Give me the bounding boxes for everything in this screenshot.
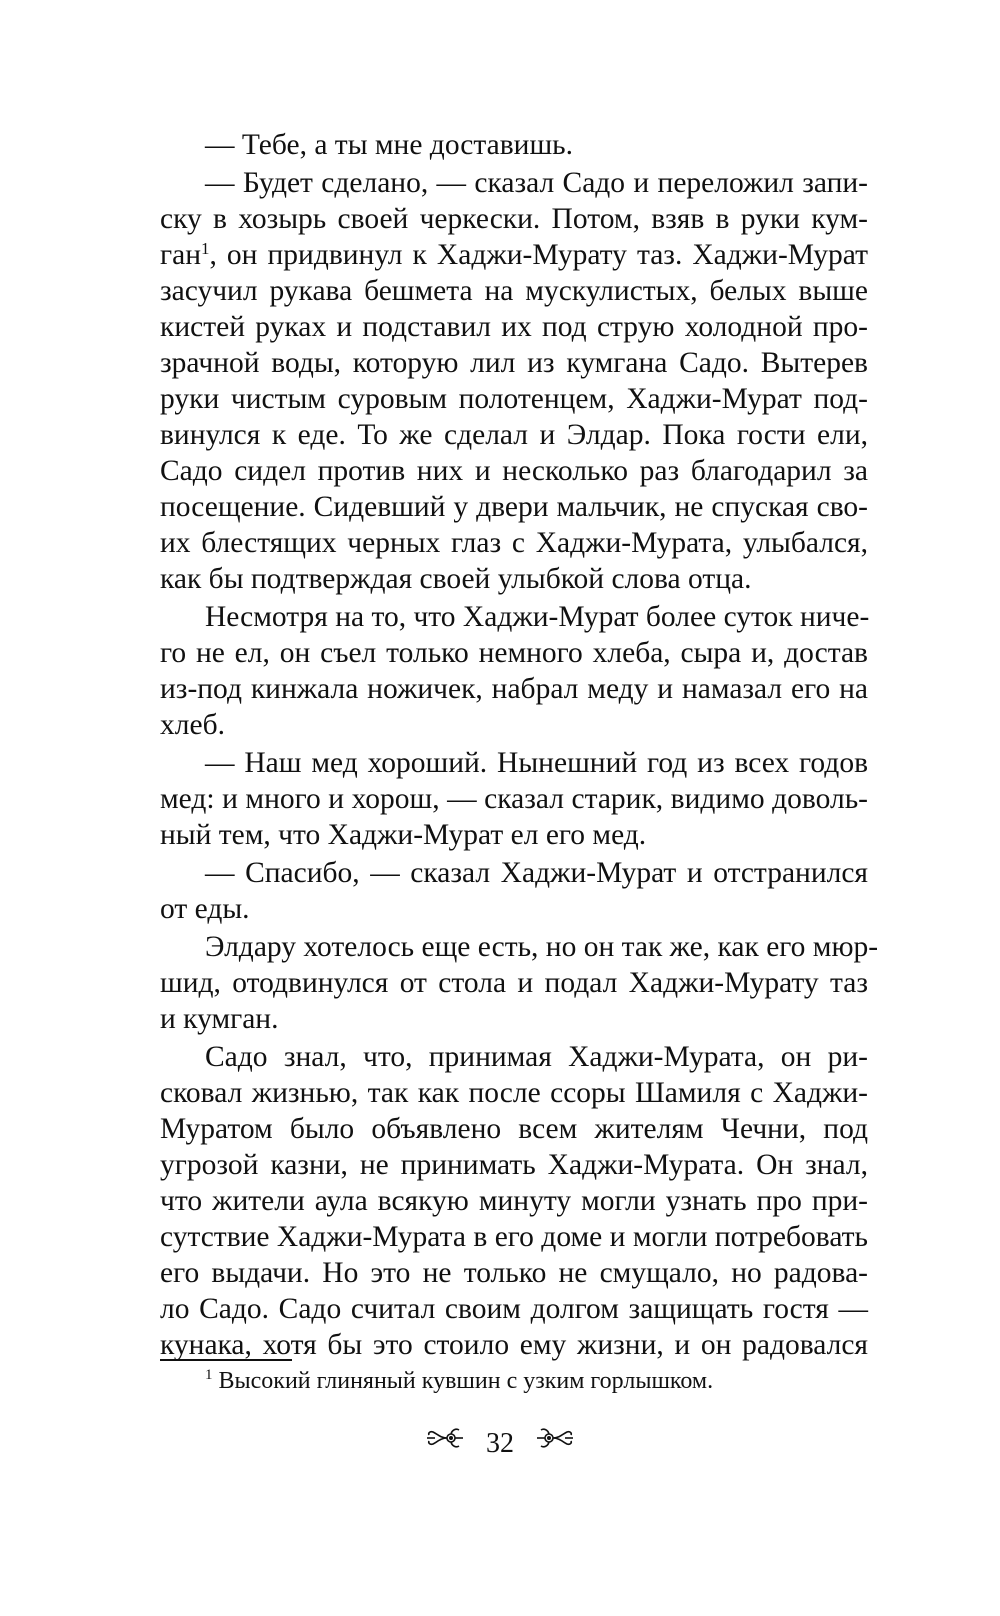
text-line: Элдару хотелось еще есть, но он так же, как его мюр-	[205, 931, 879, 963]
page-footer	[0, 1422, 1000, 1464]
text-line: мед: и много и хорош, — сказал старик, видимо доволь-	[160, 783, 868, 815]
text-line: Муратом было объявлено всем жителям Чечни, под	[160, 1113, 868, 1145]
text-fragment: ган	[160, 239, 201, 271]
text-line: — Будет сделано, — сказал Садо и переложил запи-	[205, 167, 868, 199]
text-line: — Спасибо, — сказал Хаджи-Мурат и отстранился	[205, 857, 868, 889]
text-line: Садо сидел против них и несколько раз благодарил за	[160, 455, 868, 487]
text-line: угрозой казни, не принимать Хаджи-Мурата. Он знал,	[160, 1149, 868, 1181]
text-line: — Тебе, а ты мне доставишь.	[205, 129, 574, 161]
paragraph-7	[160, 1039, 868, 1363]
footnote-reference: 1	[200, 239, 210, 258]
footnote	[205, 1366, 713, 1396]
text-line-with-footnote	[160, 237, 868, 273]
text-line: зрачной воды, которую лил из кумгана Садо. Вытерев	[160, 347, 868, 379]
text-line: винулся к еде. То же сделал и Элдар. Пока гости ели,	[160, 419, 868, 451]
text-line: что жители аула всякую минуту могли узнать про при-	[160, 1185, 868, 1217]
text-line: его выдачи. Но это не только не смущало, но радова-	[160, 1257, 868, 1289]
text-line: руки чистым суровым полотенцем, Хаджи-Мурат под-	[160, 383, 868, 415]
text-line: го не ел, он съел только немного хлеба, сыра и, достав	[160, 637, 868, 669]
paragraph-6	[160, 929, 879, 1037]
paragraph-4	[160, 745, 868, 853]
footnote-text: Высокий глиняный кувшин с узким горлышком.	[218, 1368, 714, 1394]
text-line: засучил рукава бешмета на мускулистых, белых выше	[160, 275, 868, 307]
main-text	[160, 127, 879, 1363]
text-line: шид, отодвинулся от стола и подал Хаджи-Мурату таз	[160, 967, 868, 999]
footnote-mark: 1	[205, 1367, 213, 1383]
paragraph-5	[160, 855, 868, 927]
text-line: сутствие Хаджи-Мурата в его доме и могли потребовать	[160, 1221, 868, 1253]
text-line: ску в хозырь своей черкески. Потом, взяв в руки кум-	[160, 203, 868, 235]
page-number: 32	[486, 1427, 514, 1459]
text-line: посещение. Сидевший у двери мальчик, не спуская сво-	[160, 491, 868, 523]
text-line: — Наш мед хороший. Нынешний год из всех годов	[205, 747, 868, 779]
text-line: ло Садо. Садо считал своим долгом защищать гостя —	[160, 1293, 868, 1325]
text-line: Садо знал, что, принимая Хаджи-Мурата, он ри-	[205, 1041, 868, 1073]
paragraph-2	[160, 165, 868, 597]
paragraph-1	[160, 127, 868, 163]
text-line: сковал жизнью, так как после ссоры Шамиля с Хаджи-	[160, 1077, 868, 1109]
page-body	[160, 127, 879, 1365]
text-line: хлеб.	[160, 709, 225, 741]
text-fragment: , он придвинул к Хаджи-Мурату таз. Хаджи-Мурат	[209, 239, 868, 271]
text-line: ный тем, что Хаджи-Мурат ел его мед.	[160, 819, 647, 851]
text-line: их блестящих черных глаз с Хаджи-Мурата, улыбался,	[160, 527, 868, 559]
paragraph-3	[160, 599, 868, 743]
text-line: из-под кинжала ножичек, набрал меду и намазал его на	[160, 673, 868, 705]
text-line: как бы подтверждая своей улыбкой слова отца.	[160, 563, 752, 595]
text-line: от еды.	[160, 893, 250, 925]
text-line: и кумган.	[160, 1003, 279, 1035]
text-line: кистей руках и подставил их под струю холодной про-	[160, 311, 868, 343]
left-flourish-icon	[425, 1424, 465, 1464]
text-line: кунака, хотя бы это стоило ему жизни, и он радовался	[160, 1329, 868, 1361]
right-flourish-icon	[535, 1424, 575, 1464]
text-line: Несмотря на то, что Хаджи-Мурат более суток ниче-	[205, 601, 870, 633]
footnote-divider	[160, 1359, 292, 1361]
